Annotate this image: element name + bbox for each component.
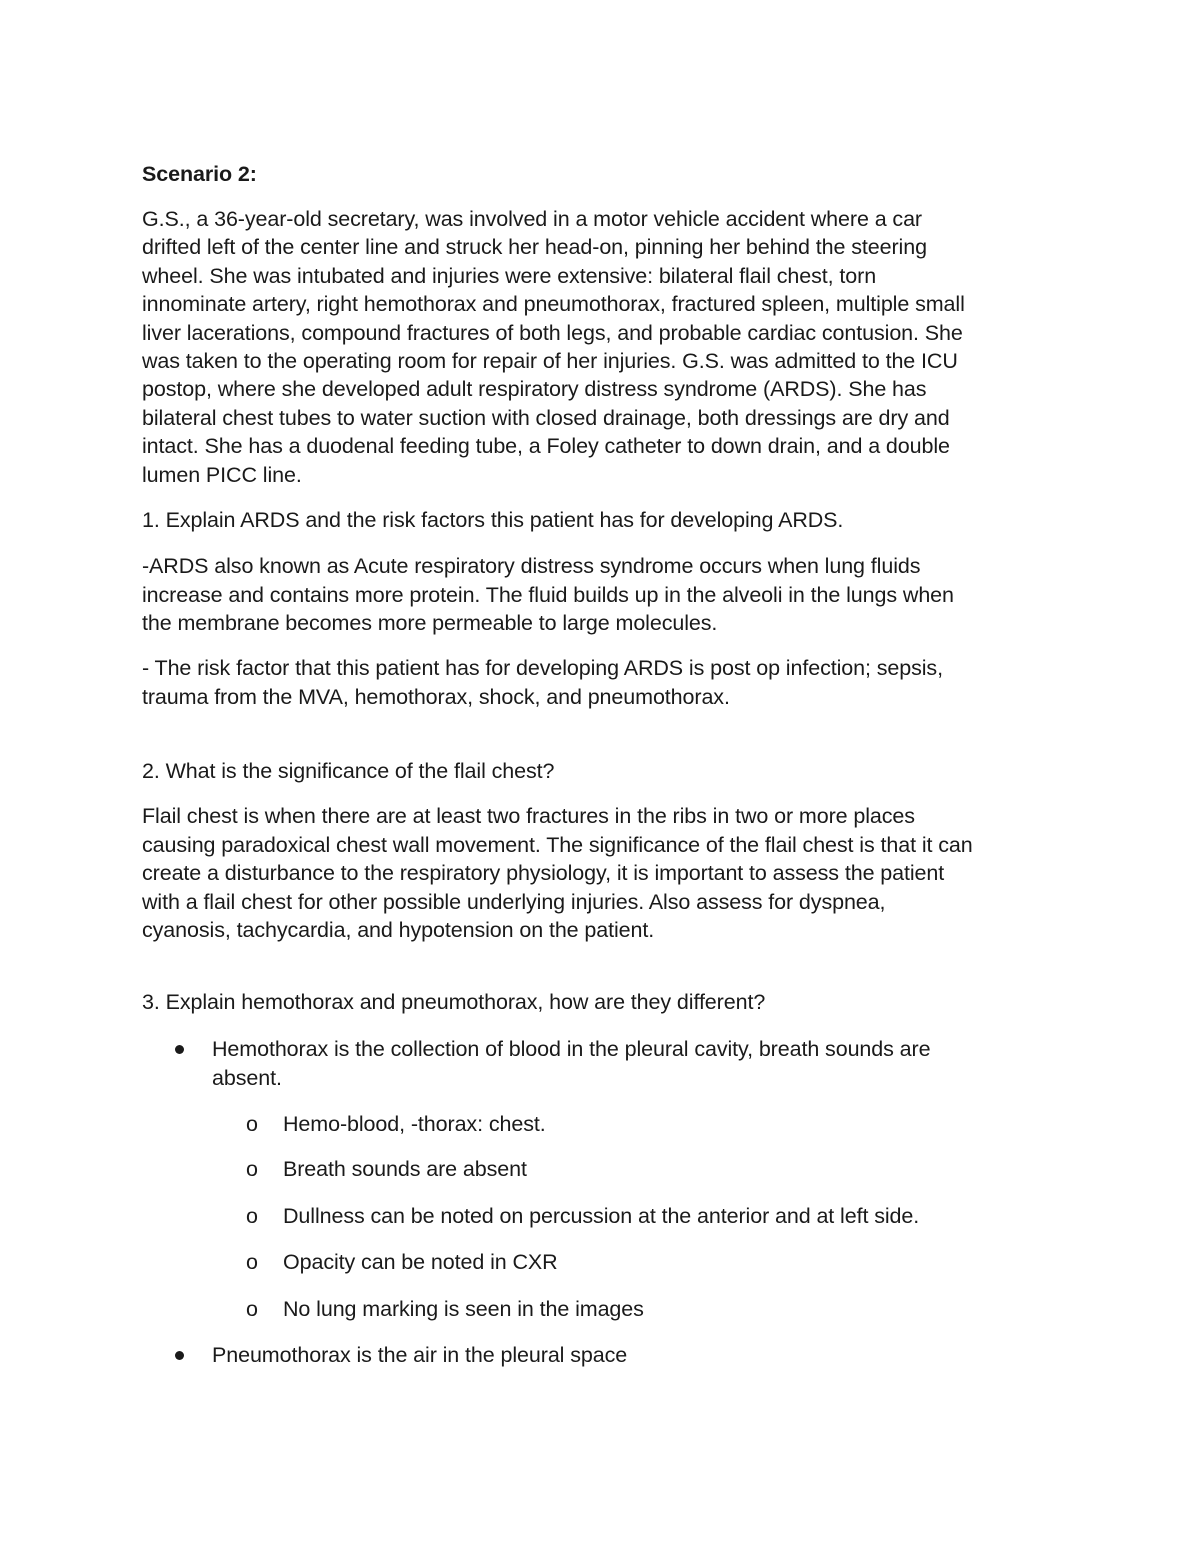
paragraph-line: lumen PICC line. xyxy=(142,462,302,487)
bullet-icon xyxy=(175,1351,184,1360)
question-2: 2. What is the significance of the flail chest? xyxy=(142,759,555,783)
paragraph-line: causing paradoxical chest wall movement. The significance of the flail chest is that it can xyxy=(142,832,973,857)
paragraph-line: intact. She has a duodenal feeding tube, a Foley catheter to down drain, and a double xyxy=(142,434,950,459)
paragraph-line: -ARDS also known as Acute respiratory distress syndrome occurs when lung fluids xyxy=(142,554,921,578)
bullet-line: Pneumothorax is the air in the pleural space xyxy=(212,1343,628,1367)
paragraph-line: the membrane becomes more permeable to large molecules. xyxy=(142,611,718,635)
question-1: 1. Explain ARDS and the risk factors this patient has for developing ARDS. xyxy=(142,508,844,532)
circle-bullet-icon: o xyxy=(246,1204,258,1228)
paragraph-line: postop, where she developed adult respiratory distress syndrome (ARDS). She has xyxy=(142,377,927,402)
circle-bullet-icon: o xyxy=(246,1157,258,1181)
sub-item-text: Hemo-blood, -thorax: chest. xyxy=(283,1112,546,1136)
paragraph-line: was taken to the operating room for repair of her injuries. G.S. was admitted to the ICU xyxy=(142,349,958,373)
sub-item-text: No lung marking is seen in the images xyxy=(283,1297,644,1321)
paragraph-line: G.S., a 36-year-old secretary, was involved in a motor vehicle accident where a car xyxy=(142,207,922,231)
bullet-line: Hemothorax is the collection of blood in the pleural cavity, breath sounds are xyxy=(212,1037,931,1061)
question-3: 3. Explain hemothorax and pneumothorax, how are they different? xyxy=(142,990,766,1014)
paragraph-line: drifted left of the center line and struck her head-on, pinning her behind the steering xyxy=(142,235,927,260)
paragraph-line: liver lacerations, compound fractures of both legs, and probable cardiac contusion. She xyxy=(142,320,963,345)
paragraph-line: Flail chest is when there are at least two fractures in the ribs in two or more places xyxy=(142,804,915,828)
circle-bullet-icon: o xyxy=(246,1250,258,1274)
paragraph-line: bilateral chest tubes to water suction with closed drainage, both dressings are dry and xyxy=(142,405,950,430)
paragraph-line: wheel. She was intubated and injuries were extensive: bilateral flail chest, torn xyxy=(142,263,877,288)
paragraph-line: cyanosis, tachycardia, and hypotension on the patient. xyxy=(142,918,655,942)
paragraph-line: innominate artery, right hemothorax and pneumothorax, fractured spleen, multiple small xyxy=(142,292,965,317)
paragraph-line: with a flail chest for other possible underlying injuries. Also assess for dyspnea, xyxy=(142,889,886,914)
paragraph-line: increase and contains more protein. The fluid builds up in the alveoli in the lungs when xyxy=(142,582,954,607)
sub-item-text: Dullness can be noted on percussion at the anterior and at left side. xyxy=(283,1204,920,1228)
paragraph-line: - The risk factor that this patient has for developing ARDS is post op infection; sepsis, xyxy=(142,656,943,680)
circle-bullet-icon: o xyxy=(246,1297,258,1321)
bullet-icon xyxy=(175,1045,184,1054)
bullet-line: absent. xyxy=(212,1065,282,1090)
paragraph-line: trauma from the MVA, hemothorax, shock, and pneumothorax. xyxy=(142,684,730,709)
sub-item-text: Breath sounds are absent xyxy=(283,1157,527,1181)
scenario-heading: Scenario 2: xyxy=(142,162,257,186)
sub-item-text: Opacity can be noted in CXR xyxy=(283,1250,558,1274)
paragraph-line: create a disturbance to the respiratory physiology, it is important to assess the patient xyxy=(142,861,945,885)
circle-bullet-icon: o xyxy=(246,1112,258,1136)
